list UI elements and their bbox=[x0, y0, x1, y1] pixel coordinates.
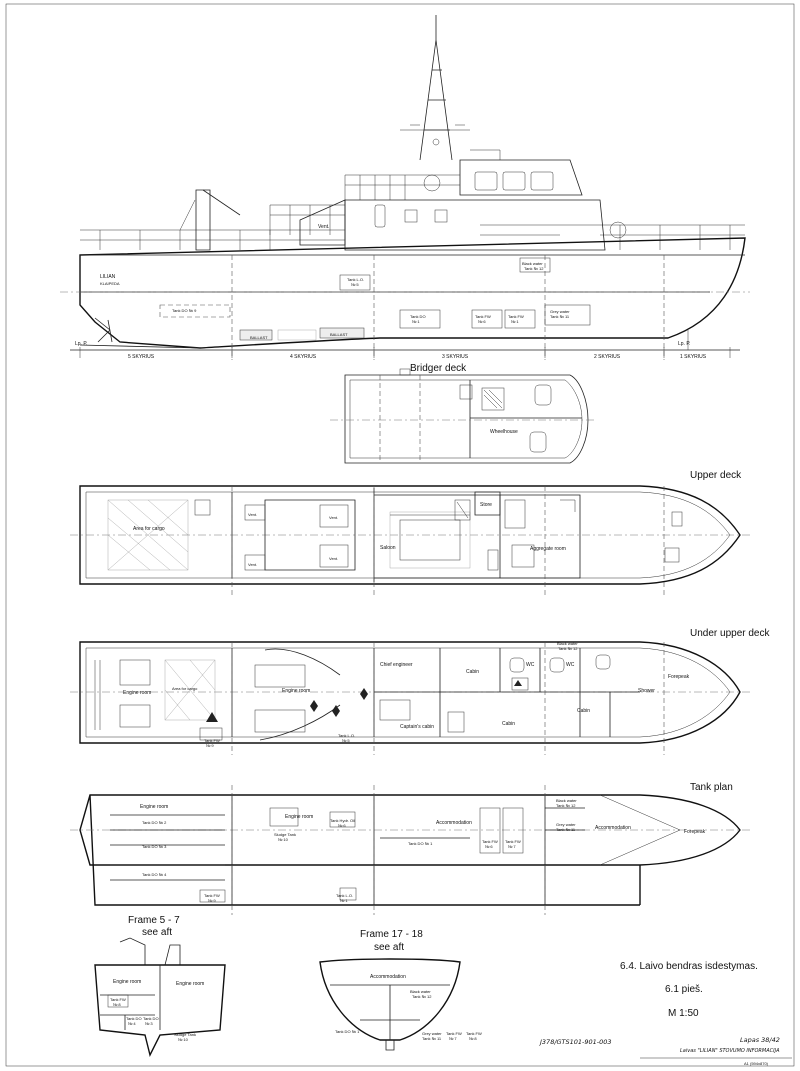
tank-lo-line2: № 1 bbox=[340, 898, 348, 903]
under-chief-engineer: Chief engineer bbox=[380, 662, 413, 668]
under-black-line1: Black water bbox=[557, 641, 578, 646]
wheelhouse-label: Wheelhouse bbox=[490, 429, 518, 435]
tank-fw9-line1: Tank FW bbox=[204, 893, 220, 898]
frame-5-7-section bbox=[95, 915, 225, 1055]
sheet-number: Lapas 38/42 bbox=[740, 1036, 780, 1044]
bridge-deck-view bbox=[330, 363, 595, 463]
frame2-fw7-line2: № 7 bbox=[449, 1036, 457, 1041]
lp-label-fwd: Lp. P. bbox=[678, 341, 691, 347]
under-area-cargo: Area for cargo bbox=[172, 686, 198, 691]
frame-5-7-title: Frame 5 - 7 bbox=[128, 915, 180, 926]
tank-engine-room-2: Engine room bbox=[285, 814, 314, 820]
profile-grey-line2: Tank № 11 bbox=[550, 314, 570, 319]
lp-label-aft: Lp. P. bbox=[75, 341, 88, 347]
frame2-black-line1: Black water bbox=[410, 989, 431, 994]
ballast-label-1: BALLAST bbox=[250, 335, 268, 340]
tank-sludge-line2: № 10 bbox=[278, 837, 288, 842]
frame1-sludge-line1: Sludge Tank bbox=[174, 1032, 196, 1037]
tank-hydr-line2: № 6 bbox=[338, 823, 346, 828]
vessel-name: LILIAN bbox=[100, 274, 116, 280]
tank-grey-line1: Grey water bbox=[556, 822, 576, 827]
frame-5-7-see-aft: see aft bbox=[142, 927, 173, 938]
upper-area-cargo: Area for cargo bbox=[133, 526, 165, 532]
frame1-sludge-line2: № 10 bbox=[178, 1037, 188, 1042]
under-tank-lo5-line2: № 5 bbox=[342, 738, 350, 743]
profile-black-line2: Tank № 12 bbox=[524, 266, 544, 271]
frame1-do4-line1: Tank DO bbox=[126, 1016, 142, 1021]
frame2-fw8-line1: Tank FW bbox=[466, 1031, 482, 1036]
frame2-fw8-line2: № 8 bbox=[469, 1036, 477, 1041]
frame-17-18-section bbox=[320, 929, 482, 1050]
caption-block bbox=[620, 961, 758, 1019]
home-port: KLAIPEDA bbox=[100, 281, 120, 286]
skyrius-2: 2 SKYRIUS bbox=[594, 354, 621, 360]
upper-vent-2: Vent. bbox=[248, 562, 258, 567]
tank-accommodation-2: Accommodation bbox=[595, 825, 631, 831]
tank-grey-line2: Tank № 11 bbox=[556, 827, 576, 832]
upper-saloon: Saloon bbox=[380, 545, 396, 551]
under-wc-2: WC bbox=[566, 662, 575, 668]
tank-fw9-line2: № 9 bbox=[208, 898, 216, 903]
profile-tank-fw6-line1: Tank FW bbox=[475, 314, 491, 319]
tank-black-line1: Black water bbox=[556, 798, 577, 803]
tank-do3: Tank DO № 3 bbox=[142, 844, 167, 849]
tank-engine-room-1: Engine room bbox=[140, 804, 169, 810]
profile-black-line1: Black water bbox=[522, 261, 543, 266]
tank-fw6-line1: Tank FW bbox=[482, 839, 498, 844]
under-upper-deck-title: Under upper deck bbox=[690, 628, 770, 639]
frame1-fw-line2: № 8 bbox=[113, 1002, 121, 1007]
under-cabin-1: Cabin bbox=[466, 669, 480, 675]
frame1-fw-line1: Tank FW bbox=[110, 997, 126, 1002]
bridge-deck-title: Bridger deck bbox=[410, 363, 467, 374]
frame2-grey-line1: Grey water bbox=[422, 1031, 442, 1036]
under-wc-1: WC bbox=[526, 662, 535, 668]
caption-figure: 6.1 pieš. bbox=[665, 984, 703, 995]
under-cabin-2: Cabin bbox=[502, 721, 516, 727]
profile-view bbox=[60, 15, 750, 360]
tank-plan-title: Tank plan bbox=[690, 782, 733, 793]
under-cabin-3: Cabin bbox=[577, 708, 591, 714]
frame2-do1: Tank DO № 1 bbox=[335, 1029, 360, 1034]
tank-accommodation-1: Accommodation bbox=[436, 820, 472, 826]
frame2-grey-line2: Tank № 11 bbox=[422, 1036, 442, 1041]
upper-deck-title: Upper deck bbox=[690, 470, 742, 481]
upper-store: Store bbox=[480, 502, 492, 508]
upper-aggregate-room: Aggregate room bbox=[530, 546, 566, 552]
under-black-line2: Tank № 12 bbox=[558, 646, 578, 651]
upper-vent-3: Vent. bbox=[329, 515, 339, 520]
tank-black-line2: Tank № 12 bbox=[556, 803, 576, 808]
tank-forepeak: Forepeak bbox=[684, 829, 706, 835]
sheet-format: A1 (594x870) bbox=[744, 1061, 769, 1066]
title-block-subtitle: Laivas "LILIAN" STOVUMO INFORMACIJA bbox=[680, 1048, 780, 1054]
tank-plan-view bbox=[70, 782, 750, 915]
tank-fw7-line2: № 7 bbox=[508, 844, 516, 849]
under-tank-fw9-line1: Tank FW bbox=[204, 738, 220, 743]
under-tank-lo5-line1: Tank L.O. bbox=[338, 733, 356, 738]
upper-vent-1: Vent. bbox=[248, 512, 258, 517]
profile-vent-label: Vent. bbox=[318, 224, 330, 230]
profile-tank-fw1-line1: Tank FW bbox=[508, 314, 524, 319]
under-upper-deck-view bbox=[70, 628, 770, 755]
frame2-accommodation: Accommodation bbox=[370, 974, 406, 980]
frame1-do3-line1: Tank DO bbox=[143, 1016, 159, 1021]
frame-17-18-see-aft: see aft bbox=[374, 942, 405, 953]
skyrius-1: 1 SKYRIUS bbox=[680, 354, 707, 360]
caption-scale: M 1:50 bbox=[668, 1008, 699, 1019]
under-engine-room-1: Engine room bbox=[123, 690, 152, 696]
tank-lo-line1: Tank L.O. bbox=[336, 893, 354, 898]
frame-17-18-title: Frame 17 - 18 bbox=[360, 929, 423, 940]
frame2-fw7-line1: Tank FW bbox=[446, 1031, 462, 1036]
profile-tank-do9: Tank DO № 9 bbox=[172, 308, 197, 313]
frame1-do3-line2: № 3 bbox=[145, 1021, 153, 1026]
skyrius-3: 3 SKYRIUS bbox=[442, 354, 469, 360]
under-engine-room-2: Engine room bbox=[282, 688, 311, 694]
drawing-number: J378/GTS101-901-003 bbox=[540, 1038, 612, 1046]
upper-vent-4: Vent. bbox=[329, 556, 339, 561]
under-forepeak: Forepeak bbox=[668, 674, 690, 680]
under-tank-fw9-line2: № 9 bbox=[206, 743, 214, 748]
frame1-do4-line2: № 4 bbox=[128, 1021, 136, 1026]
tank-fw7-line1: Tank FW bbox=[505, 839, 521, 844]
profile-tank-lo5-line1: Tank L.O. bbox=[347, 277, 365, 282]
frame1-engine-room-1: Engine room bbox=[113, 979, 142, 985]
tank-do1: Tank DO № 1 bbox=[408, 841, 433, 846]
caption-title: 6.4. Laivo bendras isdestymas. bbox=[620, 961, 758, 972]
title-block bbox=[538, 1036, 792, 1066]
profile-tank-do1-line1: Tank DO bbox=[410, 314, 426, 319]
profile-tank-fw1-line2: № 1 bbox=[511, 319, 519, 324]
frame1-engine-room-2: Engine room bbox=[176, 981, 205, 987]
ballast-label-2: BALLAST bbox=[330, 332, 348, 337]
skyrius-5: 5 SKYRIUS bbox=[128, 354, 155, 360]
tank-do4: Tank DO № 4 bbox=[142, 872, 167, 877]
profile-tank-fw6-line2: № 6 bbox=[478, 319, 486, 324]
upper-deck-view bbox=[70, 470, 750, 598]
tank-fw6-line2: № 6 bbox=[485, 844, 493, 849]
tank-hydr-line1: Tank Hydr. Oil bbox=[330, 818, 355, 823]
skyrius-4: 4 SKYRIUS bbox=[290, 354, 317, 360]
under-shower: Shower bbox=[638, 688, 655, 694]
profile-tank-do1-line2: № 1 bbox=[412, 319, 420, 324]
profile-tank-lo5-line2: № 5 bbox=[351, 282, 359, 287]
under-captains-cabin: Captain's cabin bbox=[400, 724, 435, 730]
tank-do2: Tank DO № 2 bbox=[142, 820, 167, 825]
frame2-black-line2: Tank № 12 bbox=[412, 994, 432, 999]
tank-sludge-line1: Sludge Tank bbox=[274, 832, 296, 837]
profile-grey-line1: Grey water bbox=[550, 309, 570, 314]
